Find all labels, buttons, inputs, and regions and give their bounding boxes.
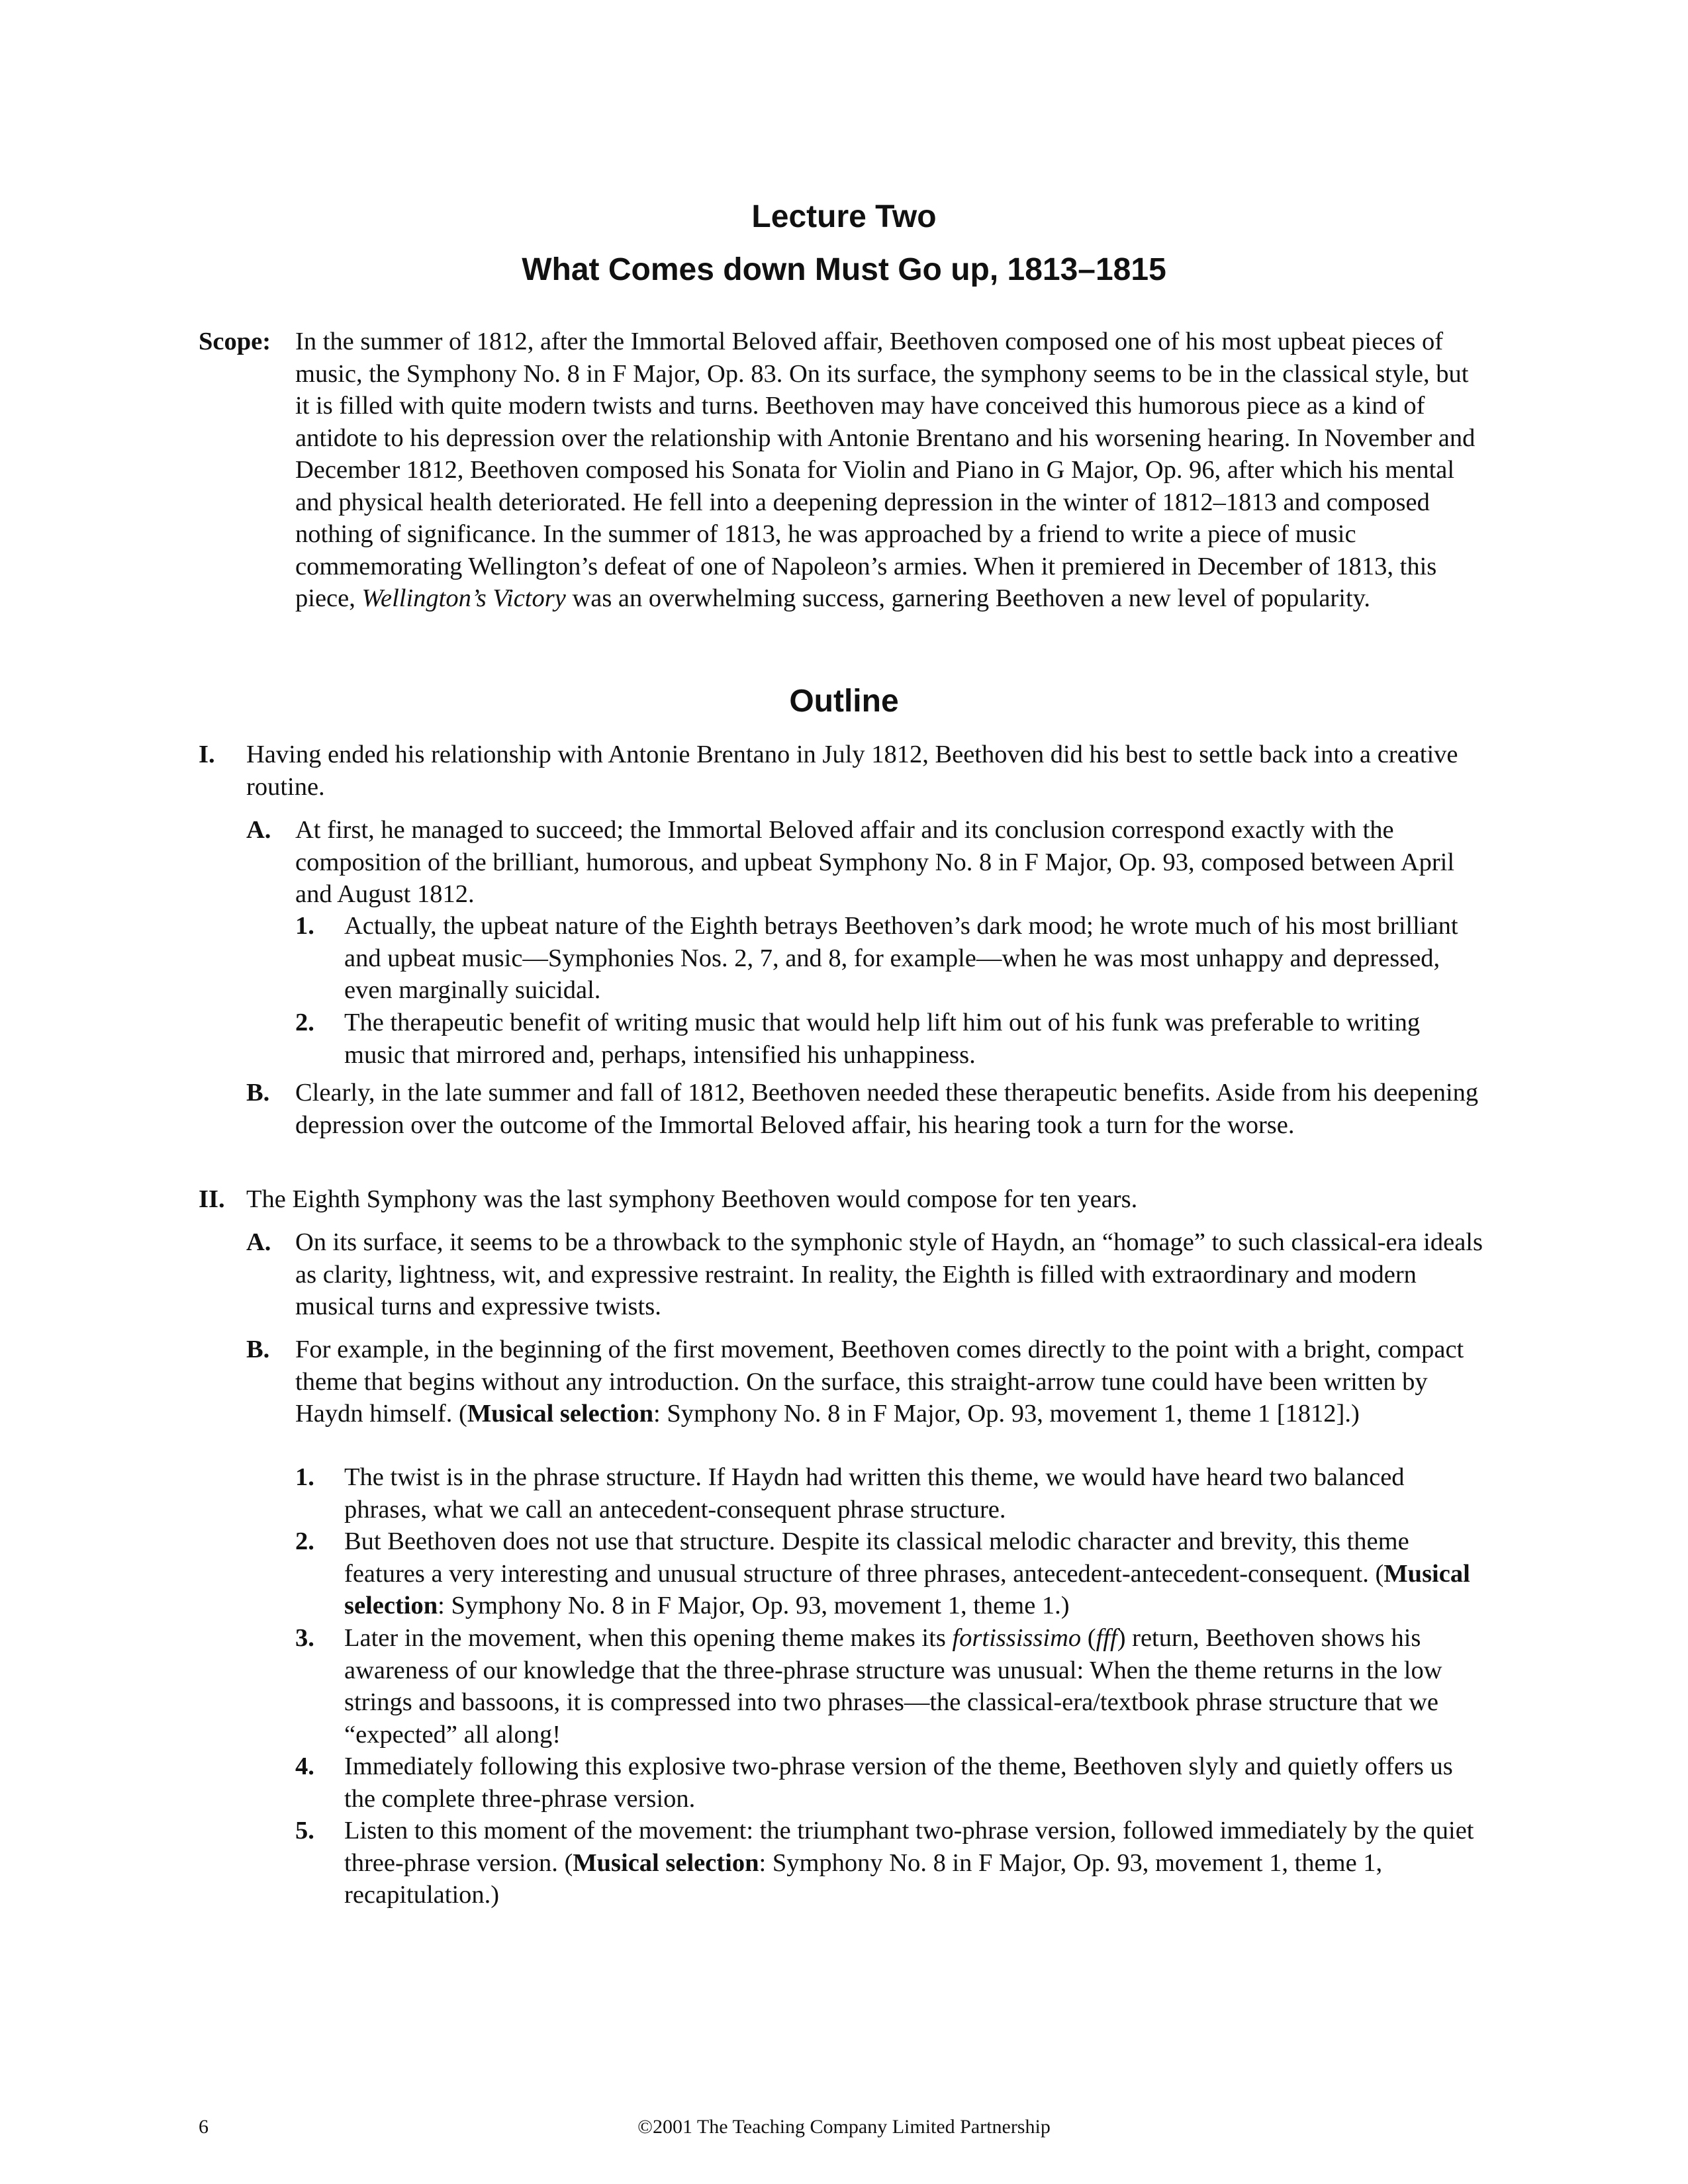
outline-number: 1.: [295, 1463, 314, 1491]
outline-number: 2.: [295, 1527, 314, 1555]
text-part: Later in the movement, when this opening theme makes its: [344, 1624, 953, 1652]
outline-number: A.: [246, 1228, 271, 1256]
text-part: : Symphony No. 8 in F Major, Op. 93, movement 1, theme 1.): [438, 1592, 1070, 1619]
scope-label: Scope:: [199, 328, 271, 355]
outline-text: [344, 1622, 1486, 1751]
copyright-notice: ©2001 The Teaching Company Limited Partnership: [637, 2116, 1051, 2138]
outline-number: A.: [246, 816, 271, 844]
outline-text: At first, he managed to succeed; the Immortal Beloved affair and its conclusion correspond exactly with the composition of the brilliant, humorous, and upbeat Symphony No. 8 in F Major, Op. 93, composed between April and August 1812.: [295, 816, 1455, 908]
text-part: (: [1081, 1624, 1096, 1652]
outline-number: I.: [199, 741, 215, 768]
italic-term: fff: [1096, 1624, 1117, 1652]
musical-selection-label: Musical selection: [573, 1848, 759, 1877]
outline-text: The twist is in the phrase structure. If Haydn had written this theme, we would have heard two balanced phrases, what we call an antecedent-consequent phrase structure.: [344, 1463, 1405, 1524]
lecture-title: What Comes down Must Go up, 1813–1815: [522, 252, 1166, 287]
outline-text: On its surface, it seems to be a throwback to the symphonic style of Haydn, an “homage” to such classical-era ideals as clarity, lightness, wit, and expressive restraint. In reality, the Eighth is filled with extraordinary and modern musical turns and expressive twists.: [295, 1228, 1483, 1320]
outline-number: II.: [199, 1185, 225, 1213]
outline-text: [344, 1815, 1486, 1911]
text-part: : Symphony No. 8 in F Major, Op. 93, movement 1, theme 1 [1812].): [653, 1400, 1360, 1428]
text-part: But Beethoven does not use that structure. Despite its classical melodic character and brevity, this theme features a very interesting and unusual structure of three phrases, antecedent-antecedent-consequent. (: [344, 1527, 1409, 1588]
scope-text-part: In the summer of 1812, after the Immortal Beloved affair, Beethoven composed one of his most upbeat pieces of music, the Symphony No. 8 in F Major, Op. 83. On its surface, the symphony seems to be in the classical style, but it is filled with quite modern twists and turns. Beethoven may have conceived this humorous piece as a kind of antidote to his depression over the relationship with Antonie Brentano and his worsening hearing. In November and December 1812, Beethoven composed his Sonata for Violin and Piano in G Major, Op. 96, after which his mental and physical health deteriorated. He fell into a deepening depression in the winter of 1812–1813 and composed nothing of significance. In the summer of 1813, he was approached by a friend to write a piece of music commemorating Wellington’s defeat of one of Napoleon’s armies. When it premiered in December of 1813, this piece,: [295, 328, 1476, 612]
outline-heading: Outline: [789, 684, 899, 719]
outline-number: 1.: [295, 912, 314, 940]
musical-selection-label: Musical selection: [344, 1559, 1470, 1619]
musical-selection-label: Musical selection: [467, 1400, 654, 1428]
outline-number: 3.: [295, 1624, 314, 1652]
scope-text-part: was an overwhelming success, garnering Beethoven a new level of popularity.: [565, 584, 1371, 612]
outline-text: Immediately following this explosive two-phrase version of the theme, Beethoven slyly and quietly offers us the complete three-phrase version.: [344, 1752, 1453, 1813]
outline-text: The therapeutic benefit of writing music that would help lift him out of his funk was preferable to writing music that mirrored and, perhaps, intensified his unhappiness.: [344, 1009, 1421, 1069]
outline-text: Actually, the upbeat nature of the Eighth betrays Beethoven’s dark mood; he wrote much of his most brilliant and upbeat music—Symphonies Nos. 2, 7, and 8, for example—when he was most unhappy and depressed, even marginally suicidal.: [344, 912, 1458, 1004]
page-number: 6: [199, 2116, 209, 2138]
outline-number: B.: [246, 1336, 270, 1363]
outline-number: 4.: [295, 1752, 314, 1780]
outline-text: The Eighth Symphony was the last symphony Beethoven would compose for ten years.: [246, 1185, 1138, 1213]
scope-italic-title: Wellington’s Victory: [361, 584, 566, 612]
outline-number: B.: [246, 1079, 270, 1107]
lecture-number: Lecture Two: [751, 199, 937, 234]
italic-term: fortississimo: [952, 1624, 1082, 1652]
outline-text: Clearly, in the late summer and fall of 1812, Beethoven needed these therapeutic benefits. Aside from his deepening depression over the outcome of the Immortal Beloved affair, his hearing took a turn for the worse.: [295, 1079, 1479, 1139]
outline-number: 5.: [295, 1817, 314, 1844]
text-part: Listen to this moment of the movement: the triumphant two-phrase version, followed immediately by the quiet three-phrase version. (: [344, 1817, 1474, 1877]
text-part: ) return, Beethoven shows his awareness of our knowledge that the three-phrase structure was unusual: When the theme returns in the low strings and bassoons, it is compressed into two phrases—the classical-era/textbook phrase structure that we “expected” all along!: [344, 1624, 1442, 1749]
outline-text: Having ended his relationship with Antonie Brentano in July 1812, Beethoven did his best to settle back into a creative routine.: [246, 741, 1458, 801]
outline-text: [344, 1525, 1486, 1622]
outline-number: 2.: [295, 1009, 314, 1036]
text-part: : Symphony No. 8 in F Major, Op. 93, movement 1, theme 1, recapitulation.): [344, 1848, 1383, 1909]
scope-text: [295, 326, 1487, 615]
outline-text: [295, 1334, 1486, 1430]
text-part: For example, in the beginning of the first movement, Beethoven comes directly to the point with a bright, compact theme that begins without any introduction. On the surface, this straight-arrow tune could have been written by Haydn himself. (: [295, 1336, 1464, 1428]
